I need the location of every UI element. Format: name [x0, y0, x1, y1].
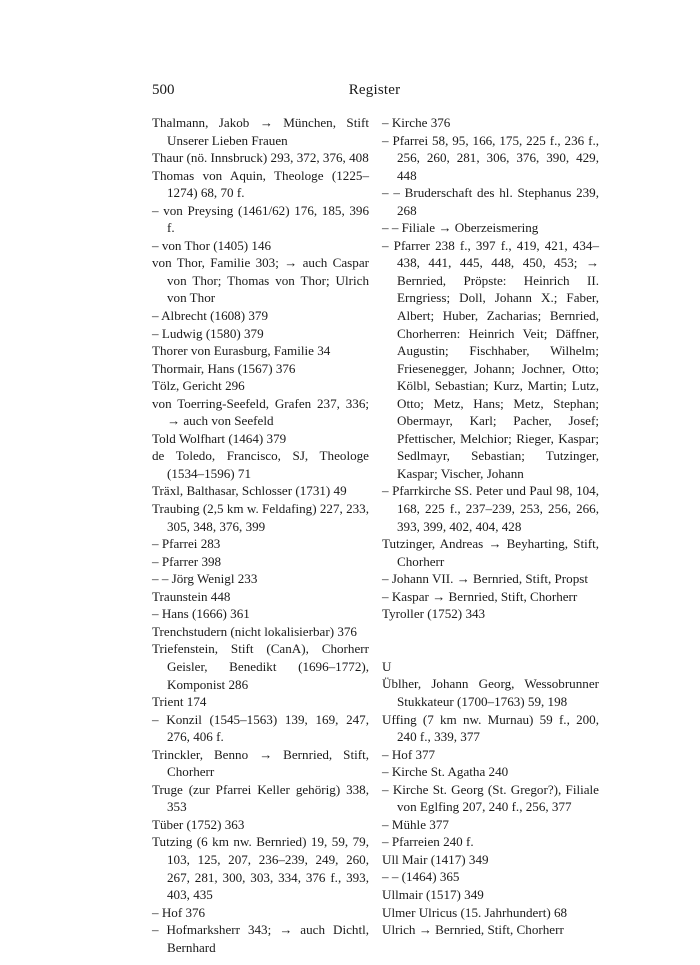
- index-entry: – von Thor (1405) 146: [152, 237, 272, 253]
- index-entry: – Hof 376: [152, 904, 206, 920]
- index-column-right: [382, 114, 599, 939]
- index-entry: – Pfarrkirche SS. Peter und Paul 98, 104, 168, 225 f., 237–239, 253, 256, 266, 393, 399, 402, 404, 428: [382, 483, 599, 534]
- index-entry: – Hans (1666) 361: [152, 606, 250, 622]
- index-entry: Thorer von Eurasburg, Familie 34: [152, 343, 331, 359]
- index-entry: Üblher, Johann Georg, Wessobrunner Stukkateur (1700–1763) 59, 198: [382, 676, 599, 709]
- index-entry: Truge (zur Pfarrei Keller gehörig) 338, 353: [152, 781, 369, 815]
- index-entry: Tutzinger, Andreas → Beyharting, Stift, Chorherr: [382, 536, 599, 569]
- index-entry: – – Bruderschaft des hl. Stephanus 239, 268: [382, 185, 599, 218]
- index-entry: Thormair, Hans (1567) 376: [152, 360, 296, 376]
- index-entry: Ulmer Ulricus (15. Jahrhundert) 68: [382, 904, 568, 920]
- index-entry: – Kirche St. Agatha 240: [382, 764, 509, 780]
- index-entry: – Johann VII. → Bernried, Stift, Propst: [382, 571, 588, 587]
- index-entry: Thalmann, Jakob → München, Stift Unserer Lieben Frauen: [152, 115, 369, 148]
- index-entry: – Pfarrei 58, 95, 166, 175, 225 f., 236 f., 256, 260, 281, 306, 376, 390, 429, 448: [382, 132, 599, 183]
- index-entry: Ulrich → Bernried, Stift, Chorherr: [382, 922, 564, 938]
- index-entry: Traubing (2,5 km w. Feldafing) 227, 233, 305, 348, 376, 399: [152, 501, 369, 534]
- index-entry: de Toledo, Francisco, SJ, Theologe (1534–1596) 71: [152, 448, 369, 481]
- index-entry: Trenchstudern (nicht lokalisierbar) 376: [152, 623, 357, 639]
- running-title: Register: [348, 82, 401, 98]
- index-entry: – Pfarrer 398: [152, 553, 222, 569]
- index-entry: – Mühle 377: [382, 816, 449, 832]
- index-entry: Tölz, Gericht 296: [152, 378, 245, 394]
- index-entry: von Toerring-Seefeld, Grafen 237, 336; → auch von Seefeld: [152, 395, 369, 429]
- index-entry: Triefenstein, Stift (CanA), Chorherr Geisler, Benedikt (1696–1772), Komponist 286: [152, 641, 369, 692]
- page-header: [152, 82, 597, 104]
- index-entry: – – Jörg Wenigl 233: [152, 571, 258, 587]
- index-entry: Tutzing (6 km nw. Bernried) 19, 59, 79, 103, 125, 207, 236–239, 249, 260, 267, 281, 300, 303, 334, 376 f., 393, 403, 435: [152, 834, 369, 903]
- section-gap: [382, 623, 599, 658]
- index-entry: – Pfarreien 240 f.: [382, 834, 474, 850]
- index-entry: Traunstein 448: [152, 588, 231, 604]
- index-entry: – Kirche St. Georg (St. Gregor?), Filiale von Eglfing 207, 240 f., 256, 377: [382, 781, 599, 815]
- index-entry: Trient 174: [152, 694, 207, 710]
- index-entry: – Kirche 376: [382, 115, 451, 130]
- index-entry: – Hof 377: [382, 746, 436, 762]
- index-entry: Trinckler, Benno → Bernried, Stift, Chorherr: [152, 746, 369, 780]
- index-entry: Uffing (7 km nw. Murnau) 59 f., 200, 240 f., 339, 377: [382, 711, 599, 745]
- index-entry: von Thor, Familie 303; → auch Caspar von Thor; Thomas von Thor; Ulrich von Thor: [152, 255, 369, 306]
- index-entry: Thaur (nö. Innsbruck) 293, 372, 376, 408: [152, 150, 369, 166]
- index-entry: – Hofmarksherr 343; → auch Dichtl, Bernhard: [152, 922, 369, 955]
- index-entry: Thomas von Aquin, Theologe (1225–1274) 68, 70 f.: [152, 167, 369, 201]
- section-letter: U: [382, 658, 392, 674]
- index-entry: Told Wolfhart (1464) 379: [152, 430, 287, 446]
- index-entry: Tyroller (1752) 343: [382, 606, 486, 622]
- index-entry: – Kaspar → Bernried, Stift, Chorherr: [382, 588, 578, 604]
- index-entry: Träxl, Balthasar, Schlosser (1731) 49: [152, 483, 347, 499]
- index-entry: Tüber (1752) 363: [152, 816, 245, 832]
- index-entry: – von Preysing (1461/62) 176, 185, 396 f.: [152, 202, 369, 236]
- page-number: 500: [152, 82, 175, 98]
- index-entry: – Pfarrer 238 f., 397 f., 419, 421, 434–438, 441, 445, 448, 450, 453; → Bernried, Pröpste: Heinrich II. Erngriess; Doll, Johann X.; Faber, Albert; Huber, Zacharias; Bernried, Chorherren: Heinrich Veit; Däffner, Augustin; Fischhaber, Wilhelm; Friesenegger, Johann; Jochner, Otto; Kölbl, Sebastian; Kurz, Martin; Lutz, Otto; Metz, Hans; Metz, Stephan; Obermayr, Karl; Pacher, Josef; Pfettischer, Melchior; Rieger, Kaspar; Sedlmayr, Sebastian; Tutzinger, Kaspar; Vischer, Johann: [382, 237, 599, 481]
- index-entry: – – (1464) 365: [382, 869, 460, 885]
- index-entry: – Albrecht (1608) 379: [152, 308, 269, 324]
- index-entry: Ull Mair (1417) 349: [382, 851, 489, 867]
- index-entry: – Pfarrei 283: [152, 536, 221, 552]
- index-entry: Ullmair (1517) 349: [382, 886, 484, 902]
- index-entry: – Ludwig (1580) 379: [152, 325, 264, 341]
- index-column-left: [152, 114, 369, 956]
- index-entry: – Konzil (1545–1563) 139, 169, 247, 276, 406 f.: [152, 711, 369, 745]
- index-entry: – – Filiale → Oberzeismering: [382, 220, 539, 236]
